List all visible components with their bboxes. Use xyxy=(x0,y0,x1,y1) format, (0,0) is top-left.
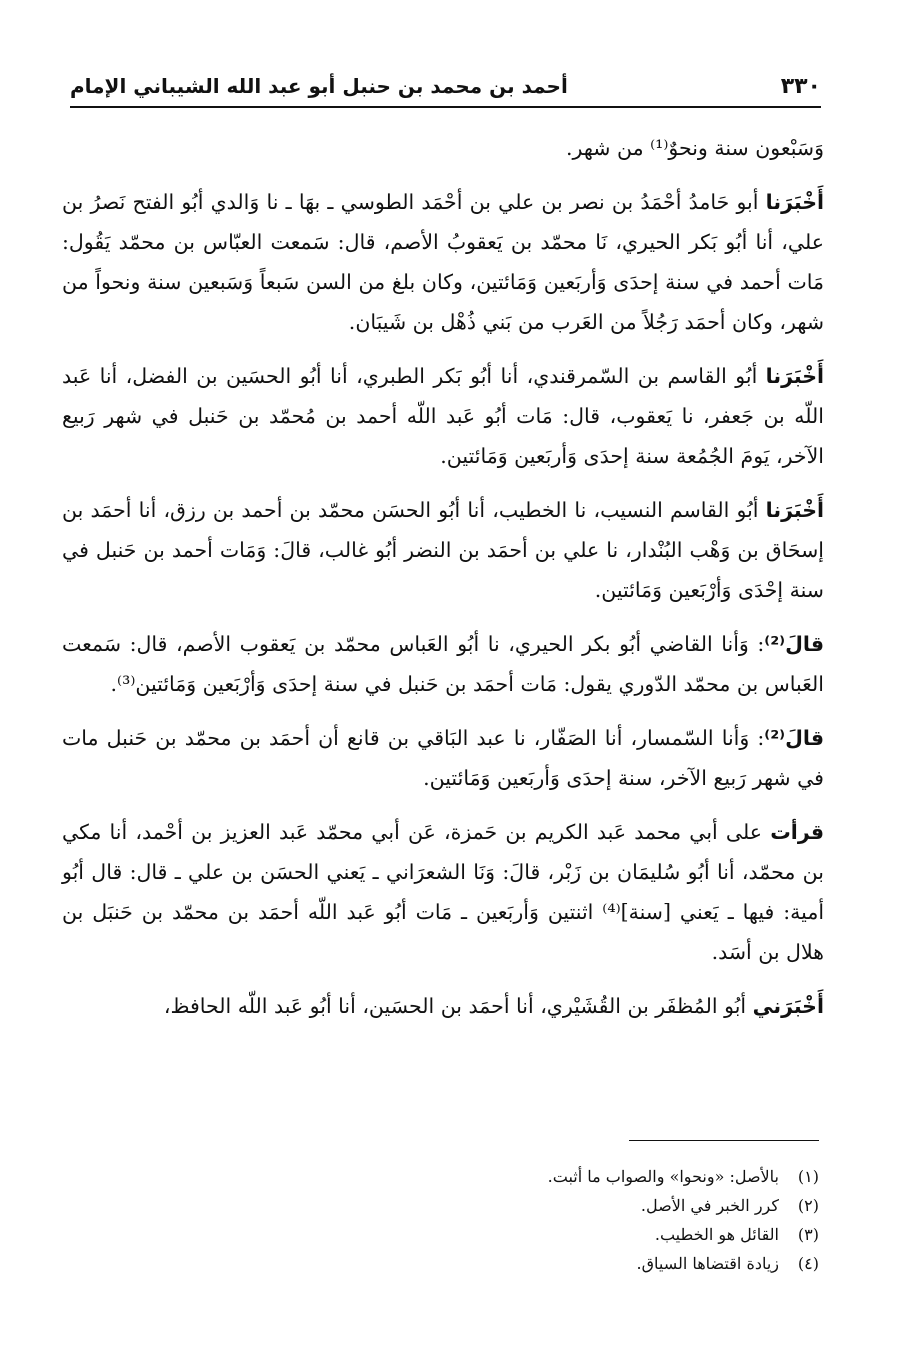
paragraph-8 xyxy=(62,986,824,1026)
footnote-number: (٢) xyxy=(797,1196,819,1215)
paragraph-4 xyxy=(62,490,824,610)
paragraph-text: أبُو القاسم النسيب، نا الخطيب، أنا أبُو الحسَن محمّد بن أحمد بن رزق، أنا أحمَد بن إسحَاق بن وَهْب البُنْدار، نا علي بن أحمَد بن النضر أبُو غالب، قالَ: وَمَات أحمد بن حَنبل في سنة إحْدَى وَأرْبَعين وَمَائتين. xyxy=(62,498,824,602)
footnote-divider xyxy=(629,1140,819,1141)
paragraph-lead: قرأت xyxy=(770,820,824,844)
paragraph-text: وَسَبْعون سنة ونحوٌ⁽¹⁾ من شهر. xyxy=(566,136,824,160)
running-header xyxy=(70,66,821,108)
paragraph-text: : وَأنا السّمسار، أنا الصَفّار، نا عبد البَاقي بن قانع أن أحمَد بن محمّد بن حَنبل مات في شهر رَبيع الآخر، سنة إحدَى وَأربَعين وَمَائتين. xyxy=(62,726,824,790)
paragraph-text: على أبي محمد عَبد الكريم بن حَمزة، عَن أبي محمّد عَبد العزيز بن أحْمد، أنا مكي بن محمّد، أنا أبُو سُليمَان بن زَبْر، قالَ: وَنَا الشعرَاني ـ يَعني الحسَن بن علي ـ قال: قال أبُو أمية: فيها ـ يَعني [سنة]⁽⁴⁾ اثنتين وَأربَعين ـ مَات أبُو عَبد اللّه أحمَد بن محمّد بن حَنبَل بن هلال بن أسَد. xyxy=(62,820,825,964)
paragraph-text: أبو حَامدُ أحْمَدُ بن نصر بن علي بن أحْمَد الطوسي ـ بهَا ـ نا وَالدي أبُو الفتح نَصرُ بن علي، أنا أبُو بَكر الحيري، نَا محمّد بن يَعقوبُ الأصم، قال: سَمعت العبّاس بن محمّد يَقُول: مَات أحمد في سنة إحدَى وَأربَعين وَمَائتين، وكان بلغ من السن سَبعاً وَسَبعين سنة ونحواً من شهر، وكان أحمَد رَجُلاً من العَرب من بَني ذُهْل بن شَيبَان. xyxy=(62,190,824,334)
footnote-item xyxy=(62,1249,819,1278)
paragraph-1 xyxy=(62,128,824,168)
paragraph-lead: أَخْبَرَنا xyxy=(765,498,824,522)
running-title: أحمد بن محمد بن حنبل أبو عبد الله الشيباني الإمام xyxy=(70,74,568,98)
main-text xyxy=(62,128,824,1040)
paragraph-text: أبُو المُظفَر بن القُشَيْري، أنا أحمَد بن الحسَين، أنا أبُو عَبد اللّه الحافظ، xyxy=(163,994,753,1018)
paragraph-lead: قالَ⁽²⁾ xyxy=(764,726,824,750)
paragraph-lead: أَخْبَرَني xyxy=(752,994,824,1018)
paragraph-5 xyxy=(62,624,824,704)
footnote-text: بالأصل: «ونحوا» والصواب ما أثبت. xyxy=(547,1167,779,1186)
paragraph-text: : وَأنا القاضي أبُو بكر الحيري، نا أبُو العَباس محمّد بن يَعقوب الأصم، قال: سَمعت العَباس بن محمّد الدّوري يقول: مَات أحمَد بن حَنبل في سنة إحدَى وَأرْبَعين وَمَائتين⁽³⁾. xyxy=(62,632,824,696)
paragraph-lead: أَخْبَرَنا xyxy=(765,190,824,214)
footnote-text: زيادة اقتضاها السياق. xyxy=(636,1254,779,1273)
footnote-number: (٤) xyxy=(797,1254,819,1273)
paragraph-text: أبُو القاسم بن السّمرقندي، أنا أبُو بَكر الطبري، أنا أبُو الحسَين بن الفضل، أنا عَبد اللّه بن جَعفر، نا يَعقوب، قال: مَات أبُو عَبد اللّه أحمد بن مُحمّد بن حَنبل في شهر رَبيع الآخر، يَومَ الجُمُعة سنة إحدَى وَأربَعين وَمَائتين. xyxy=(62,364,824,468)
footnote-text: القائل هو الخطيب. xyxy=(654,1225,779,1244)
paragraph-7 xyxy=(62,812,824,972)
footnote-number: (١) xyxy=(797,1167,819,1186)
footnote-number: (٣) xyxy=(797,1225,819,1244)
paragraph-lead: أَخْبَرَنا xyxy=(765,364,824,388)
footnote-item xyxy=(62,1162,819,1191)
footnote-item xyxy=(62,1191,819,1220)
footnote-item xyxy=(62,1220,819,1249)
footnote-text: كرر الخبر في الأصل. xyxy=(640,1196,779,1215)
paragraph-6 xyxy=(62,718,824,798)
page-number: ٣٣٠ xyxy=(780,73,821,99)
paragraph-3 xyxy=(62,356,824,476)
footnotes-list xyxy=(62,1162,819,1278)
paragraph-2 xyxy=(62,182,824,342)
paragraph-lead: قالَ⁽²⁾ xyxy=(764,632,824,656)
